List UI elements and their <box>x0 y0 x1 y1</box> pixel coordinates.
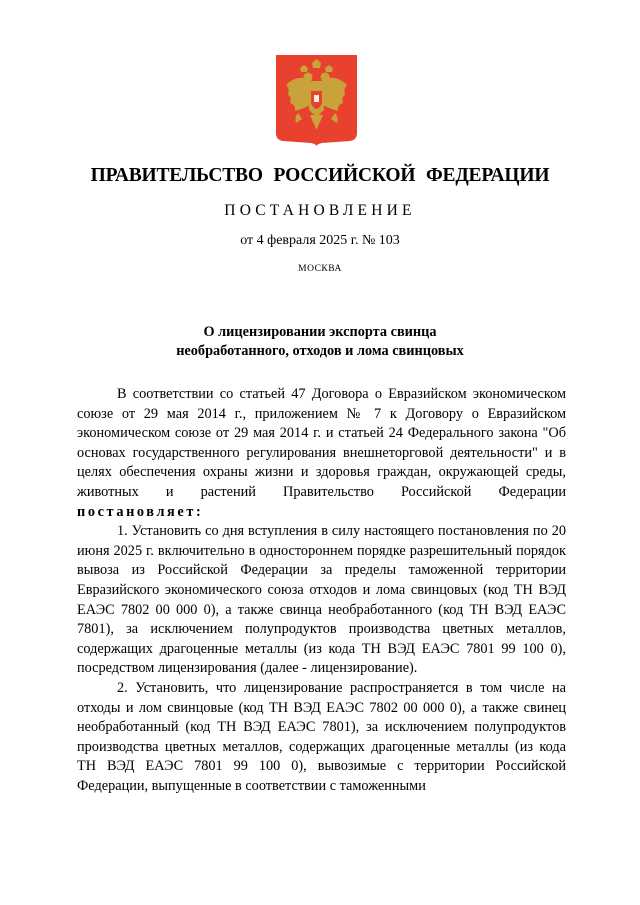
organization-title: ПРАВИТЕЛЬСТВО РОССИЙСКОЙ ФЕДЕРАЦИИ <box>90 165 550 186</box>
preamble-text: В соответствии со статьей 47 Договора о Евразийском экономическом союзе от 29 мая 2014 г., приложением № 7 к Договору о Евразийском экономическом союзе от 29 мая 2014 г. и статьей 24 Федерального закона "Об основах государственного регулирования внешнеторговой деятельности" и в целях обеспечения охраны жизни и здоровья граждан, окружающей среды, животных и растений Правительство Российской Федерации <box>77 386 566 500</box>
preamble-paragraph <box>77 385 566 522</box>
document-body <box>77 385 566 796</box>
paragraph-1: 1. Установить со дня вступления в силу настоящего постановления по 20 июня 2025 г. включительно в одностороннем порядке разрешительный порядок вывоза из Российской Федерации за пределы таможенной территории Евразийского экономического союза отходов и лома свинцовых (код ТН ВЭД ЕАЭС 7802 00 000 0), а также свинца необработанного (код ТН ВЭД ЕАЭС 7801), за исключением полупродуктов производства цветных металлов, содержащих драгоценные металлы (из кода ТН ВЭД ЕАЭС 7801 99 100 0), посредством лицензирования (далее - лицензирование). <box>77 523 566 677</box>
document-title-line-1: О лицензировании экспорта свинца <box>203 324 437 340</box>
decree-word: постановляет: <box>77 503 204 520</box>
document-type: ПОСТАНОВЛЕНИЕ <box>224 202 416 219</box>
document-city: МОСКВА <box>298 264 342 274</box>
coat-of-arms-icon <box>276 55 357 146</box>
paragraph-2: 2. Установить, что лицензирование распространяется в том числе на отходы и лом свинцовые (код ТН ВЭД ЕАЭС 7802 00 000 0), а также свинец необработанный (код ТН ВЭД ЕАЭС 7801), за исключением полупродуктов производства цветных металлов, содержащих драгоценные металлы (из кода ТН ВЭД ЕАЭС 7801 99 100 0), вывозимые с территории Российской Федерации, выпущенные в соответствии с таможенными <box>77 679 566 794</box>
document-title-line-2: необработанного, отходов и лома свинцовых <box>176 343 464 359</box>
document-title <box>0 323 640 361</box>
document-date-number: от 4 февраля 2025 г. № 103 <box>240 233 400 248</box>
